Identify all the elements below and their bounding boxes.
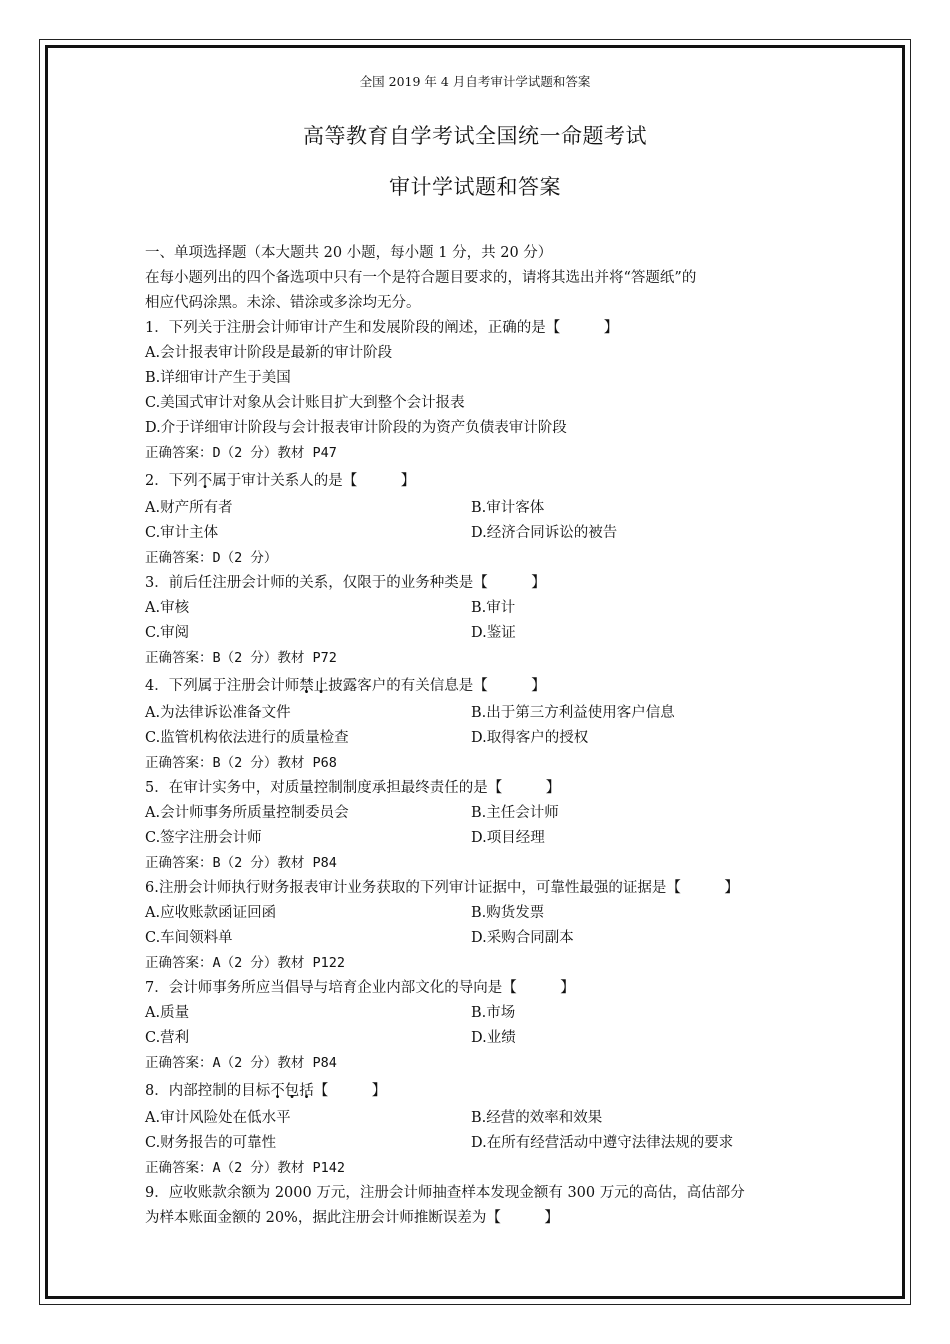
question-2-option-d: D.经济合同诉讼的被告 [471,525,618,541]
document-subtitle: 审计学试题和答案 [389,175,561,199]
question-5-options-row [145,801,825,826]
question-4-option-a: A.为法律诉讼准备文件 [145,705,291,721]
question-4-answer: 正确答案：B（2 分）教材 P68 [145,755,337,771]
question-7-option-a: A.质量 [145,1005,190,1021]
question-1-stem: 1．下列关于注册会计师审计产生和发展阶段的阐述，正确的是【 】 [145,320,619,336]
question-3-option-b: B.审计 [471,600,516,616]
question-6-option-d: D.采购合同副本 [471,930,574,946]
question-2-stem [145,466,825,496]
emphasis-mark: 不 [197,473,213,489]
question-4-option-d: D.取得客户的授权 [471,730,589,746]
question-6-option-c: C.车间领料单 [145,930,233,946]
question-3-option-c: C.审阅 [145,625,190,641]
question-9-stem: 为样本账面金额的 20%，据此注册会计师推断误差为【 】 [145,1210,559,1226]
emphasis-mark: 不 [270,1083,285,1099]
question-8-stem [145,1076,825,1106]
question-7-answer: 正确答案：A（2 分）教材 P84 [145,1055,337,1071]
question-2-option-a: A.财产所有者 [145,500,233,516]
question-5-option-d: D.项目经理 [471,830,545,846]
question-8-answer: 正确答案：A（2 分）教材 P142 [145,1160,346,1176]
question-8-option-b: B.经营的效率和效果 [471,1110,603,1126]
question-7-options-row [145,1026,825,1051]
question-5-stem: 5．在审计实务中，对质量控制制度承担最终责任的是【 】 [145,780,561,796]
question-3-stem: 3．前后任注册会计师的关系，仅限于的业务种类是【 】 [145,575,546,591]
question-1-option-c: C.美国式审计对象从会计账目扩大到整个会计报表 [145,395,465,411]
question-3-option-a: A.审核 [145,600,190,616]
stem-text: 【 】 [313,1083,387,1099]
question-4-options-row [145,701,825,726]
stem-text: 属于审计关系人的是【 】 [212,473,416,489]
emphasis-mark: 括 [299,1083,314,1099]
question-3-option-d: D.鉴证 [471,625,516,641]
question-6-option-a: A.应收账款函证回函 [145,905,277,921]
question-8-option-a: A.审计风险处在低水平 [145,1110,291,1126]
question-8-options-row [145,1131,825,1156]
document-title: 高等教育自学考试全国统一命题考试 [303,124,647,148]
question-8-options-row [145,1106,825,1131]
question-9-stem: 9．应收账款余额为 2000 万元，注册会计师抽查样本发现金额有 300 万元的高估，高估部分 [145,1185,745,1201]
section-instruction: 相应代码涂黑。未涂、错涂或多涂均无分。 [145,295,421,311]
question-3-options-row [145,621,825,646]
question-1-option-d: D.介于详细审计阶段与会计报表审计阶段的为资产负债表审计阶段 [145,420,567,436]
emphasis-mark: 禁 [299,678,314,694]
question-3-options-row [145,596,825,621]
question-5-option-c: C.签字注册会计师 [145,830,262,846]
question-2-option-c: C.审计主体 [145,525,219,541]
emphasis-mark: 止 [313,678,329,694]
question-7-stem: 7．会计师事务所应当倡导与培育企业内部文化的导向是【 】 [145,980,575,996]
question-7-option-b: B.市场 [471,1005,516,1021]
question-2-options-row [145,496,825,521]
question-3-answer: 正确答案：B（2 分）教材 P72 [145,650,337,666]
question-2-options-row [145,521,825,546]
emphasis-mark: 包 [284,1083,300,1099]
running-header: 全国 2019 年 4 月自考审计学试题和答案 [359,74,591,89]
question-8-option-c: C.财务报告的可靠性 [145,1135,277,1151]
question-4-options-row [145,726,825,751]
question-5-option-b: B.主任会计师 [471,805,559,821]
section-heading: 一、单项选择题（本大题共 20 小题，每小题 1 分，共 20 分） [145,245,553,261]
question-1-option-b: B.详细审计产生于美国 [145,370,291,386]
question-4-stem [145,671,825,701]
question-6-options-row [145,926,825,951]
question-5-option-a: A.会计师事务所质量控制委员会 [145,805,349,821]
question-7-option-d: D.业绩 [471,1030,516,1046]
stem-text: 4．下列属于注册会计师 [145,678,300,694]
question-8-option-d: D.在所有经营活动中遵守法律法规的要求 [471,1135,734,1151]
question-2-answer: 正确答案：D（2 分） [145,550,278,566]
question-1-answer: 正确答案：D（2 分）教材 P47 [145,445,337,461]
question-6-stem: 6.注册会计师执行财务报表审计业务获取的下列审计证据中，可靠性最强的证据是【 】 [145,880,739,896]
question-1-option-a: A.会计报表审计阶段是最新的审计阶段 [145,345,393,361]
question-6-answer: 正确答案：A（2 分）教材 P122 [145,955,346,971]
question-7-option-c: C.营利 [145,1030,190,1046]
question-7-options-row [145,1001,825,1026]
question-4-option-b: B.出于第三方利益使用客户信息 [471,705,675,721]
question-6-option-b: B.购货发票 [471,905,545,921]
question-5-options-row [145,826,825,851]
section-instruction: 在每小题列出的四个备选项中只有一个是符合题目要求的，请将其选出并将“答题纸”的 [145,270,697,286]
question-2-option-b: B.审计客体 [471,500,545,516]
question-4-option-c: C.监管机构依法进行的质量检查 [145,730,349,746]
question-6-options-row [145,901,825,926]
question-5-answer: 正确答案：B（2 分）教材 P84 [145,855,337,871]
stem-text: 2．下列 [145,473,198,489]
exam-content [145,241,825,1231]
stem-text: 披露客户的有关信息是【 】 [328,678,546,694]
stem-text: 8．内部控制的目标 [145,1083,271,1099]
